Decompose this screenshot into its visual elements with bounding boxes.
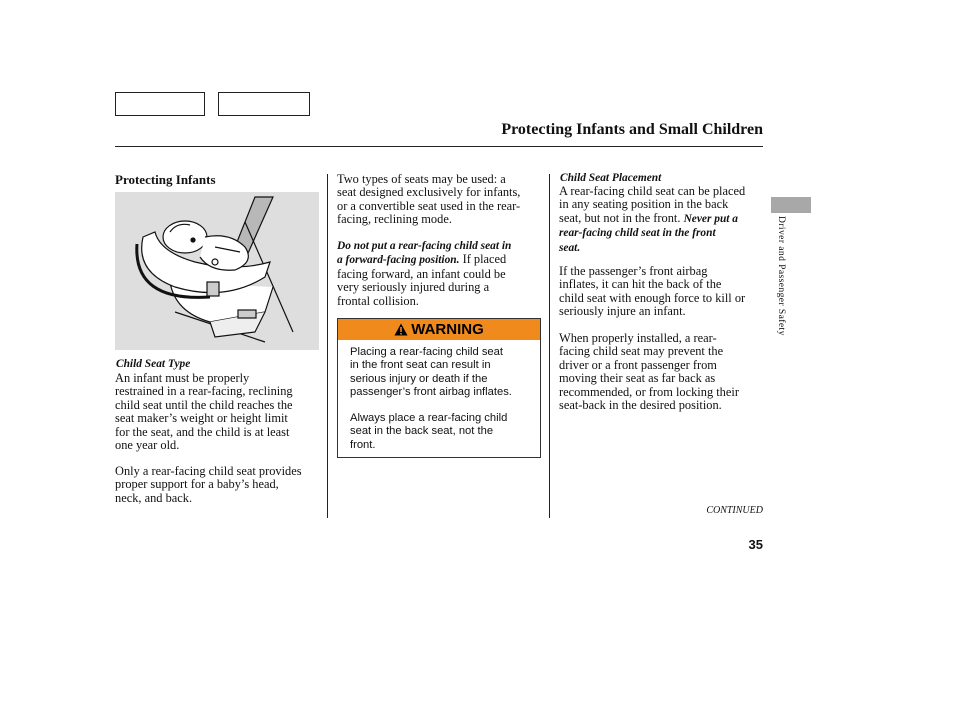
paragraph-placement bbox=[559, 185, 769, 255]
warning-text: Always place a rear-facing child seat in the back seat, not the front. bbox=[350, 412, 508, 451]
section-tab bbox=[771, 197, 811, 213]
page-number: 35 bbox=[748, 537, 763, 552]
text-span: seat, but not in the front. bbox=[559, 210, 684, 225]
warning-label: WARNING bbox=[411, 321, 484, 338]
emphasis-text: Do not put a rear-facing child seat in bbox=[337, 240, 512, 252]
paragraph: If the passenger’s front airbag inflates, it can hit the back of the child seat with enough force to kill or seriously injure an infant. bbox=[559, 264, 746, 319]
page-title: Protecting Infants and Small Children bbox=[501, 121, 763, 138]
continued-label: CONTINUED bbox=[706, 505, 763, 516]
paragraph: Only a rear-facing child seat provides proper support for a baby’s head, neck, and back. bbox=[115, 464, 302, 505]
column-divider-1 bbox=[327, 174, 328, 518]
section-name: Driver and Passenger Safety bbox=[776, 216, 787, 336]
caption-child-seat-type: Child Seat Type bbox=[116, 358, 191, 370]
caption-child-seat-placement: Child Seat Placement bbox=[560, 172, 662, 184]
warning-box bbox=[337, 318, 541, 458]
title-rule bbox=[115, 146, 763, 147]
paragraph: Two types of seats may be used: a seat designed exclusively for infants, or a convertible seat used in the rear- facing, reclining mode. bbox=[337, 172, 521, 227]
emphasis-text: rear-facing child seat in the front bbox=[559, 227, 716, 240]
section-heading: Protecting Infants bbox=[115, 172, 216, 187]
nav-button-1[interactable] bbox=[115, 92, 205, 116]
text-span: A rear-facing child seat can be placed bbox=[559, 184, 746, 198]
text-span: facing forward, an infant could be very seriously injured during a frontal collision. bbox=[337, 266, 506, 308]
emphasis-text: seat. bbox=[559, 241, 581, 254]
nav-button-2[interactable] bbox=[218, 92, 310, 116]
emphasis-text: Never put a bbox=[683, 212, 738, 225]
paragraph: An infant must be properly restrained in a rear-facing, reclining child seat until the child reaches the seat maker’s weight or height limit for the seat, and the child is at least one year old. bbox=[115, 371, 293, 453]
warning-header bbox=[338, 319, 540, 340]
paragraph-forward-facing bbox=[337, 239, 547, 308]
infant-seat-illustration bbox=[115, 192, 319, 350]
column-divider-2 bbox=[549, 174, 550, 518]
warning-text: Placing a rear-facing child seat in the front seat can result in serious injury or death if the passenger’s front airbag inflates. bbox=[350, 346, 512, 399]
text-span: in any seating position in the back bbox=[559, 197, 729, 212]
text-span: If placed bbox=[459, 252, 507, 267]
paragraph: When properly installed, a rear- facing child seat may prevent the driver or a front passenger from moving their seat as far back as recommended, or from locking their seat-back in the desired position. bbox=[559, 331, 739, 413]
warning-triangle-icon bbox=[394, 323, 408, 336]
emphasis-text: a forward-facing position. bbox=[337, 254, 460, 267]
section-side-label bbox=[775, 216, 787, 366]
